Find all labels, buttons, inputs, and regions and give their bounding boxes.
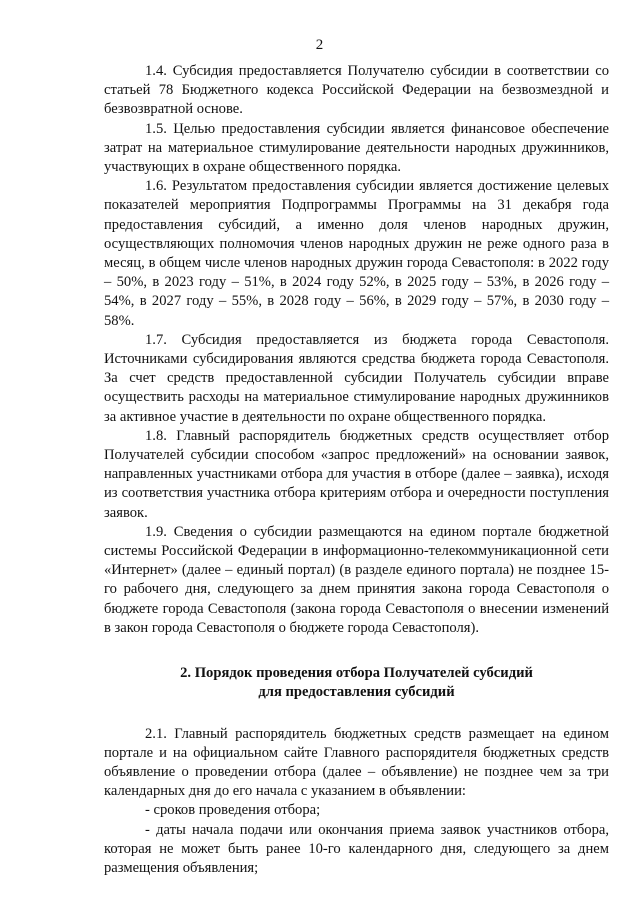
paragraph-1-6: 1.6. Результатом предоставления субсидии является достижение целевых показателей мероприятия Подпрограммы Программы на 31 декабря года предоставления субсидий, а именно доля членов народных дружин, осуществляющих полномочия членов народных дружин не реже одного раза в месяц, в общем числе членов народных дружин города Севастополя: в 2022 году – 50%, в 2023 году – 51%, в 2024 году 52%, в 2025 году – 53%, в 2026 году – 54%, в 2027 году – 55%, в 2028 году – 56%, в 2029 году – 57%, в 2030 году – 58%. (104, 178, 609, 329)
list-item: - даты начала подачи или окончания приема заявок участников отбора, которая не может быть ранее 10-го календарного дня, следующего за днем размещения объявления; (104, 821, 609, 876)
document-body (104, 62, 609, 878)
section-2-heading-line-1: 2. Порядок проведения отбора Получателей субсидий (180, 665, 533, 682)
page-number: 2 (315, 37, 324, 53)
paragraph-1-9: 1.9. Сведения о субсидии размещаются на едином портале бюджетной системы Российской Федерации в информационно-телекоммуникационной сети «Интернет» (далее – единый портал) (в разделе единого портала) не позднее 15-го рабочего дня, следующего за днем принятия закона города Севастополя о бюджете города Севастополя (закона города Севастополя о внесении изменений в закон города Севастополя о бюджете города Севастополя). (104, 523, 609, 636)
list-item: - сроков проведения отбора; (145, 802, 321, 819)
paragraph-1-4: 1.4. Субсидия предоставляется Получателю субсидии в соответствии со статьей 78 Бюджетного кодекса Российской Федерации на безвозмездной и безвозвратной основе. (104, 63, 609, 118)
section-2-heading-line-2: для предоставления субсидий (258, 684, 455, 701)
paragraph-1-8: 1.8. Главный распорядитель бюджетных средств осуществляет отбор Получателей субсидии способом «запрос предложений» на основании заявок, направленных участниками отбора для участия в отборе (далее – заявка), исходя из соответствия участника отбора критериям отбора и очередности поступления заявок. (104, 427, 609, 521)
paragraph-2-1: 2.1. Главный распорядитель бюджетных средств размещает на едином портале и на официальном сайте Главного распорядителя бюджетных средств объявление о проведении отбора (далее – объявление) не позднее чем за три календарных дня до его начала с указанием в объявлении: (104, 725, 609, 800)
section-2-heading (104, 664, 609, 702)
paragraph-1-5: 1.5. Целью предоставления субсидии является финансовое обеспечение затрат на материальное стимулирование деятельности народных дружинников, участвующих в охране общественного порядка. (104, 120, 609, 176)
paragraph-1-7: 1.7. Субсидия предоставляется из бюджета города Севастополя. Источниками субсидирования являются средства бюджета города Севастополя. За счет средств предоставленной субсидии Получатель субсидии вправе осуществить расходы на материальное стимулирование народных дружинников за активное участие в деятельности по охране общественного порядка. (104, 331, 609, 425)
heading-spacer (104, 703, 609, 725)
